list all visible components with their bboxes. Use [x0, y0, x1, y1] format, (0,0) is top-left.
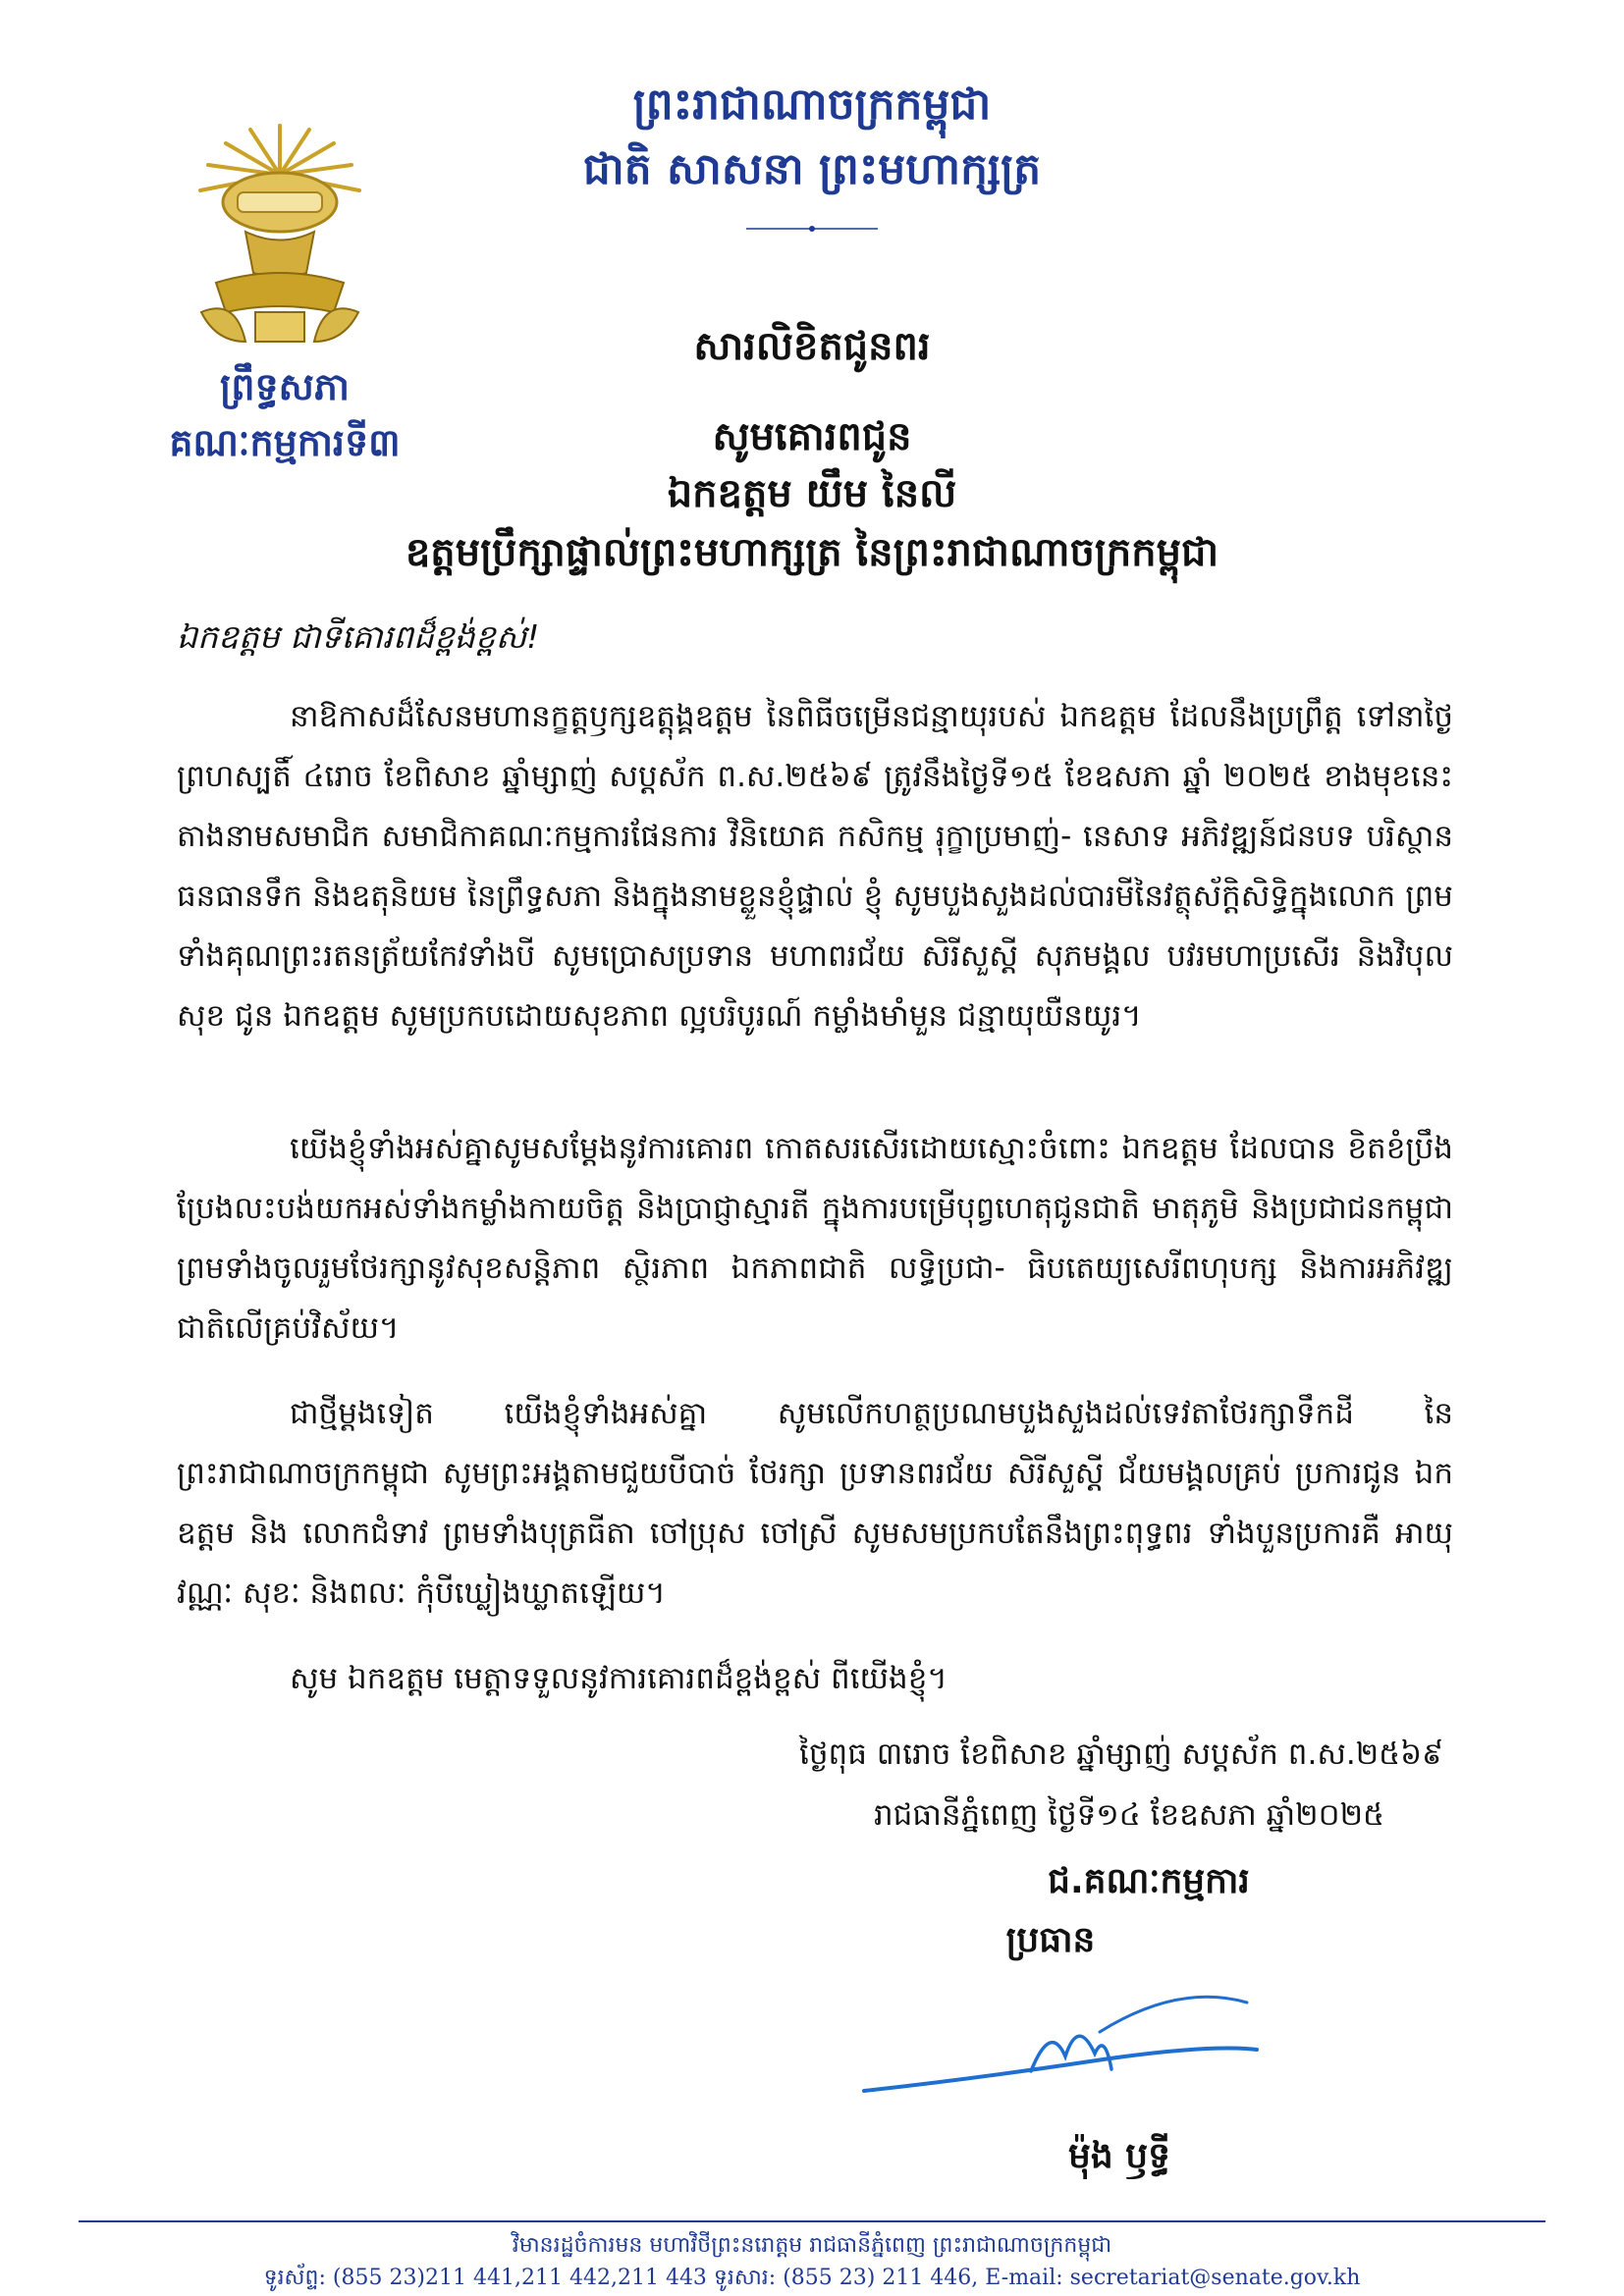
footer-divider: [79, 2220, 1545, 2222]
footer-contact: ទូរស័ព្ទ: (855 23)211 441,211 442,211 443 ទូរសារ: (855 23) 211 446, E-mail: secretariat@senate.gov.kh: [263, 2266, 1361, 2290]
committee-label: គណៈកម្មការទី៣: [169, 420, 401, 464]
national-motto: ជាតិ សាសនា ព្រះមហាក្សត្រ: [582, 144, 1042, 194]
date-solar: រាជធានីភ្នំពេញ ថ្ងៃទី១៤ ខែឧសភា ឆ្នាំ២០២៥: [874, 1797, 1384, 1833]
recipient-name: ឯកឧត្តម យឹម នៃលី: [667, 471, 957, 516]
kingdom-title: ព្រះរាជាណាចក្រកម្ពុជា: [632, 80, 992, 130]
addressee-intro: សូមគោរពជូន: [712, 414, 912, 459]
letter-title: សារលិខិតជូនពរ: [693, 324, 931, 369]
body-paragraph-2: យើងខ្ញុំទាំងអស់គ្នាសូមសម្តែងនូវការគោរព កោតសរសើរដោយស្មោះចំពោះ ឯកឧត្តម ដែលបាន ខិតខំប្រឹងប្រែងលះបង់យកអស់ទាំងកម្លាំងកាយចិត្ត និងប្រាជ្ញាស្មារតី ក្នុងការបម្រើបុព្វហេតុជូនជាតិ មាតុភូមិ និងប្រជាជនកម្ពុជា ព្រមទាំងចូលរួមថែរក្សានូវសុខសន្តិភាព ស្ថិរភាព ឯកភាពជាតិ លទ្ធិប្រជា- ធិបតេយ្យសេរីពហុបក្ស និងការអភិវឌ្ឍជាតិលើគ្រប់វិស័យ។: [177, 1131, 1453, 1346]
footer-address: វិមានរដ្ឋចំការមន មហាវិថីព្រះនរោត្តម រាជធានីភ្នំពេញ ព្រះរាជាណាចក្រកម្ពុជា: [512, 2233, 1112, 2258]
header-divider-ornament: [746, 222, 878, 236]
body-paragraph-1: នាឱកាសដ៏សែនមហានក្ខត្តឫក្សឧត្តុង្គឧត្តម នៃពិធីចម្រើនជន្មាយុរបស់ ឯកឧត្តម ដែលនឹងប្រព្រឹត្ត ទៅនាថ្ងៃព្រហស្បតិ៍ ៤រោច ខែពិសាខ ឆ្នាំម្សាញ់ សប្តស័ក ព.ស.២៥៦៩ ត្រូវនឹងថ្ងៃទី១៥ ខែឧសភា ឆ្នាំ ២០២៥ ខាងមុខនេះ តាងនាមសមាជិក សមាជិកាគណៈកម្មការផែនការ វិនិយោគ កសិកម្ម រុក្ខាប្រមាញ់- នេសាទ អភិវឌ្ឍន៍ជនបទ បរិស្ថាន ធនធានទឹក និងឧតុនិយម នៃព្រឹទ្ធសភា និងក្នុងនាមខ្លួនខ្ញុំផ្ទាល់ ខ្ញុំ សូមបួងសួងដល់បារមីនៃវត្ថុស័ក្តិសិទ្ធិក្នុងលោក ព្រមទាំងគុណព្រះរតនត្រ័យកែវទាំងបី សូមប្រោសប្រទាន មហាពរជ័យ សិរីសួស្តី សុភមង្គល បវរមហាប្រសើរ និងវិបុលសុខ ជូន ឯកឧត្តម សូមប្រកបដោយសុខភាព ល្អបរិបូរណ៍ កម្លាំងមាំមួន ជន្មាយុយឺនយូរ។: [177, 699, 1453, 1034]
senate-emblem-logo: [177, 116, 383, 347]
signer-title: ប្រធាន: [1005, 1920, 1096, 1960]
senate-label: ព្រឹទ្ធសភា: [220, 364, 350, 408]
handwritten-signature: [854, 1963, 1267, 2120]
signing-organization: ជ.គណៈកម្មការ: [1048, 1861, 1250, 1901]
closing-paragraph: សូម ឯកឧត្តម មេត្តាទទួលនូវការគោរពដ៏ខ្ពង់ខ្ពស់ ពីយើងខ្ញុំ។: [290, 1661, 947, 1696]
date-lunar: ថ្ងៃពុធ ៣រោច ខែពិសាខ ឆ្នាំម្សាញ់ សប្តស័ក ព.ស.២៥៦៩: [799, 1736, 1443, 1772]
recipient-role: ឧត្តមប្រឹក្សាផ្ទាល់ព្រះមហាក្សត្រ នៃព្រះរាជាណាចក្រកម្ពុជា: [405, 530, 1219, 575]
signer-name: ម៉ុង ឫទ្ធី: [1068, 2136, 1170, 2176]
body-paragraph-3: ជាថ្មីម្តងទៀត យើងខ្ញុំទាំងអស់គ្នា សូមលើកហត្ថប្រណមបួងសួងដល់ទេវតាថែរក្សាទឹកដី នៃ ព្រះរាជាណាចក្រកម្ពុជា សូមព្រះអង្គតាមជួយបីបាច់ ថែរក្សា ប្រទានពរជ័យ សិរីសួស្តី ជ័យមង្គលគ្រប់ ប្រការជូន ឯកឧត្តម និង លោកជំទាវ ព្រមទាំងបុត្រធីតា ចៅប្រុស ចៅស្រី សូមសមប្រកបតែនឹងព្រះពុទ្ធពរ ទាំងបួនប្រការគឺ អាយុ វណ្ណៈ សុខៈ និងពលៈ កុំបីឃ្លៀងឃ្លាតឡើយ។: [177, 1396, 1453, 1611]
salutation: ឯកឧត្តម ជាទីគោរពដ៏ខ្ពង់ខ្ពស់!: [177, 617, 540, 656]
